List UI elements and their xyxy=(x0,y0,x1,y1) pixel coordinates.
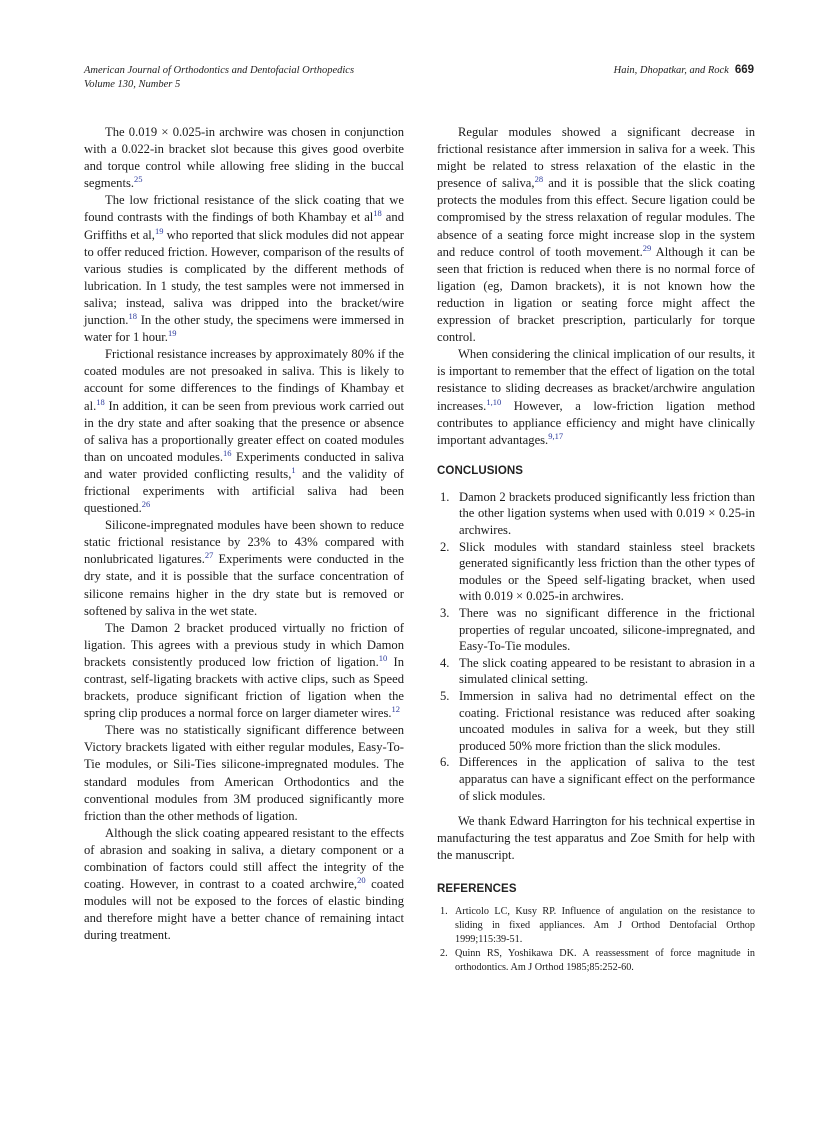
citation-link[interactable]: 1 xyxy=(291,464,296,475)
citation-link[interactable]: 26 xyxy=(141,499,151,510)
citation-link[interactable]: 20 xyxy=(357,875,366,886)
journal-volume: Volume 130, Number 5 xyxy=(84,78,181,90)
citation-link[interactable]: 12 xyxy=(391,704,401,715)
reference-item: 2. Quinn RS, Yoshikawa DK. A reassessment of force magnitude in orthodontics. Am J Orthod 1985;85:252-60. xyxy=(440,947,755,973)
journal-info xyxy=(84,64,354,91)
paragraph: The low frictional resistance of the slick coating that we found contrasts with the findings of both Khambay et $al^{18}$ and Griffiths et al,$^{19}$ who reported that slick modules did not appear to offer reduced friction. However, comparison of the results of various studies is complicated by the different methods of lubrication. In 1 study, the test samples were not immersed in saliva; instead, saliva was dripped into the bracket/wire junction.$^{18}$ In the other study, the specimens were immersed in water for 1 hour.$^{19}$ xyxy=(84,193,404,345)
paragraph: When considering the clinical implication of our results, it is important to remember that the effect of ligation on the total resistance to sliding decreases as bracket/archwire angulation increases.$^{1,10}$ However, a low-friction ligation method contributes to appliance efficiency and might have clinically important advantages.$^{9,17}$ xyxy=(437,347,755,447)
list-item: 6. Differences in the application of saliva to the test apparatus can have a significant effect on the performance of slick modules. xyxy=(440,755,755,803)
citation-link[interactable]: 18 xyxy=(128,311,137,322)
citation-link[interactable]: 29 xyxy=(642,242,652,253)
references-list xyxy=(437,905,755,975)
paragraph: The Damon 2 bracket produced virtually no friction of ligation. This agrees with a previous study in which Damon brackets consistently produced low friction of ligation.$^{10}$ In contrast, self-ligating brackets with active clips, such as Speed brackets, produce significant friction of ligation when the spring clip produces a normal force on larger diameter wires.$^{12}$ xyxy=(84,620,405,721)
conclusions-heading: CONCLUSIONS xyxy=(437,464,524,477)
references-heading: REFERENCES xyxy=(437,883,517,896)
paragraph: Although the slick coating appeared resistant to the effects of abrasion and soaking in saliva, a dietary component or a combination of factors could still affect the integrity of the coating. However, in contrast to a coated archwire,$^{20}$ coated modules will not be exposed to the forces of elastic binding and therefore might have a better chance of remaining intact during treatment. xyxy=(84,825,404,943)
paragraph: The 0.019 × 0.025-in archwire was chosen in conjunction with a 0.022-in bracket slot because this gives good overbite and torque control while allowing free sliding in the buccal segments.$^{25}$ xyxy=(84,125,404,191)
citation-link[interactable]: 1,10 xyxy=(486,396,502,407)
paragraph: Regular modules showed a significant decrease in frictional resistance after immersion in saliva for a week. This might be related to stress relaxation of the elastic in the presence of saliva,$^{28}$ and it is possible that the slick coating protects the modules from this effect. Secure ligation could be compromised by the stress relaxation of regular modules. The absence of a seating force might increase slop in the system and reduce control of tooth movement.$^{29}$ Although it can be seen that friction is reduced when there is no normal force of ligation (eg, Damon brackets), it is not known how the reduction in ligation or seating force might affect the expression of bracket prescription, particularly for torque control. xyxy=(437,125,756,345)
paragraph: Silicone-impregnated modules have been shown to reduce static frictional resistance by 23% to 43% compared with nonlubricated ligatures.$^{27}$ Experiments were conducted in the dry state, and it is possible that the surface concentration of silicone remains higher in the dry state but is removed or softened by saliva in the wet state. xyxy=(84,518,405,618)
paragraph: Frictional resistance increases by approximately 80% if the coated modules are not presoaked in saliva. This is likely to account for some differences to the findings of Khambay et al.$^{18}$ In addition, it can be seen from previous work carried out in the dry state and after soaking that the presence or absence of saliva has a proportionally greater effect on coated modules than on uncoated modules.$^{16}$ Experiments conducted in saliva and water provided conflicting results,$^1$ and the validity of frictional experiments with artificial saliva had been questioned.$^{26}$ xyxy=(84,347,404,516)
running-authors: Hain, Dhopatkar, and Rock xyxy=(613,65,729,76)
running-header xyxy=(84,64,754,96)
acknowledgment: We thank Edward Harrington for his technical expertise in manufacturing the test apparatus and Zoe Smith for help with the manuscript. xyxy=(437,814,755,863)
page-number: 669 xyxy=(734,64,754,76)
citation-link[interactable]: 27 xyxy=(204,550,214,561)
citation-link[interactable]: 9,17 xyxy=(548,430,564,441)
list-item: 2. Slick modules with standard stainless steel brackets generated significantly less friction than the other types of modules or the Speed self-ligating bracket, when used with 0.019 × 0.025-in archwires. xyxy=(440,539,755,604)
citation-link[interactable]: 28 xyxy=(534,174,544,185)
citation-link[interactable]: 10 xyxy=(378,652,388,663)
list-item: 3. There was no significant difference in the frictional properties of regular uncoated, silicone-impregnated, and Easy-To-Tie modules. xyxy=(440,606,755,654)
citation-link[interactable]: 18 xyxy=(96,396,105,407)
reference-item: 1. Articolo LC, Kusy RP. Influence of angulation on the resistance to sliding in fixed appliances. Am J Orthod Dentofacial Orthop 1999;115:39-51. xyxy=(440,905,755,945)
list-item: 5. Immersion in saliva had no detrimental effect on the coating. Frictional resistance was reduced after soaking uncoated modules in saliva for a week, but they still produced 50% more friction than the slick modules. xyxy=(440,689,755,753)
left-column xyxy=(84,124,404,945)
paragraph: There was no statistically significant difference between Victory brackets ligated with either regular modules, Easy-To-Tie modules, or Sili-Ties silicone-impregnated modules. The standard modules from American Orthodontics and the conventional modules from 3M produced significantly more friction than the other methods of ligation. xyxy=(84,723,404,823)
citation-link[interactable]: 19 xyxy=(167,328,177,339)
citation-link[interactable]: 18 xyxy=(373,208,382,219)
citation-link[interactable]: 25 xyxy=(134,174,143,185)
citation-link[interactable]: 19 xyxy=(154,225,164,236)
list-item: 1. Damon 2 brackets produced significantly less friction than the other ligation systems when used with 0.019 × 0.25-in archwires. xyxy=(440,489,755,538)
right-column xyxy=(437,124,755,975)
conclusions-list xyxy=(437,489,755,804)
citation-link[interactable]: 16 xyxy=(223,447,232,458)
journal-title: American Journal of Orthodontics and Dentofacial Orthopedics xyxy=(84,65,355,76)
list-item: 4. The slick coating appeared to be resistant to abrasion in a simulated clinical setting. xyxy=(440,655,755,687)
author-info xyxy=(614,64,754,78)
